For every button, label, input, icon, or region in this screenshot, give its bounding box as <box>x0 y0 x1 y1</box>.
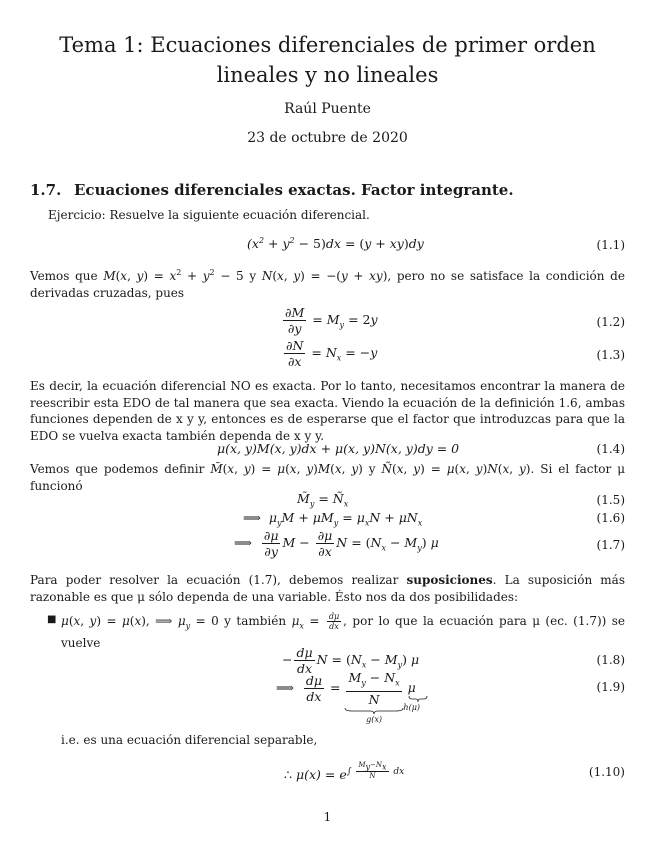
section-title: Ecuaciones diferenciales exactas. Factor integrante. <box>74 181 514 199</box>
equation-number: (1.2) <box>596 315 625 329</box>
text-span: Vemos que podemos definir <box>30 462 205 476</box>
equation-number: (1.9) <box>596 680 625 694</box>
section-number: 1.7. <box>30 181 62 199</box>
equation-1-4: μ(x, y)M(x, y)dx + μ(x, y)N(x, y)dy = 0 <box>217 441 460 456</box>
bullet-item-mu-of-x: μ(x, y) = μ(x), ⟹ $\mu_y = 0$ y también $\mu_x$ = $\frac{d\mu}{dx}$ , por lo que la ecuación para μ (ec. (1.7)) se vuelve <box>61 612 626 650</box>
equation-1-8: − $\frac{d\mu}{dx}$ $N = (N_x - M_y)$ μ <box>282 645 420 676</box>
equation-1-7: ⟹ $\frac{\partial\mu}{\partial y}$ M − $\frac{\partial\mu}{\partial x}$ $N = (N_x - M_y)$ μ <box>234 528 439 559</box>
equation-number: (1.8) <box>596 653 625 667</box>
paragraph-separable: i.e. es una ecuación diferencial separable, <box>61 733 318 747</box>
equation-1-6: ⟹ $\mu_yM + \mu M_y = \mu_xN + \mu N_x$ <box>243 510 423 528</box>
text-span: y <box>368 462 376 476</box>
equation-1-2: $\frac{\partial M}{\partial y}$ = $M_y = 2y$ <box>285 305 378 336</box>
text-span: Vemos que <box>30 269 98 283</box>
equation-number: (1.5) <box>596 493 625 507</box>
document-date: 23 de octubre de 2020 <box>247 130 408 146</box>
text-span: , por lo que la ecuación para μ (ec. (1.7)) se vuelve <box>61 614 626 650</box>
paragraph-define-tilde: Vemos que podemos definir M̃(x, y) = μ(x, y)M(x, y) y Ñ(x, y) = μ(x, y)N(x, y). Si el factor μ funcionó <box>30 462 626 493</box>
document-author: Raúl Puente <box>284 101 371 117</box>
bullet-marker: ■ <box>47 614 57 625</box>
equation-number: (1.7) <box>596 538 625 552</box>
section-heading <box>30 181 514 199</box>
paragraph-assumptions <box>30 572 625 605</box>
underbrace <box>344 707 404 715</box>
text-span: , pero no se satisface la condición de derivadas cruzadas, pues <box>30 269 625 300</box>
equation-number: (1.3) <box>596 348 625 362</box>
equation-number: (1.10) <box>588 765 625 779</box>
paragraph-not-exact: Es decir, la ecuación diferencial NO es exacta. Por lo tanto, necesitamos encontrar la manera de reescribir esta EDO de tal manera que sea exacta. Viendo la ecuación de la definición 1.6, ambas funciones dependen de x y y, entonces es de esperarse que el factor que introduzcas para que la EDO se vuelva exacta también dependa de x y y. <box>30 379 625 443</box>
text-span: y <box>249 269 257 283</box>
equation-1-10: ∴ $\mu(x) = e^{\int \frac{M_y-N_x}{N} dx}$ <box>284 761 405 782</box>
bold-term: suposiciones <box>406 573 493 587</box>
equation-1-3: $\frac{\partial N}{\partial x}$ = $N_x = -y$ <box>286 338 378 369</box>
page-number: 1 <box>323 810 332 824</box>
g-of-x-underbrace: $\frac{M_y - N_x}{N}$ g(x) <box>344 670 403 707</box>
text-span: y también <box>224 614 287 628</box>
equation-1-1: $(x^2 + y^2 - 5)dx = (y + xy)dy$ <box>247 236 424 252</box>
text-span: Para poder resolver la ecuación (1.7), debemos realizar <box>30 573 399 587</box>
exercise-text: Ejercicio: Resuelve la siguiente ecuación diferencial. <box>48 208 370 222</box>
paragraph-cross-derivatives: Vemos que M(x, $y) = x^2 + y^2 - 5$ y N(x, y) = −(y + xy), pero no se satisface la condición de derivadas cruzadas, pues <box>30 268 625 300</box>
equation-number: (1.4) <box>596 442 625 456</box>
text-span: . La suposición más razonable es que μ sólo dependa de una variable. Ésto nos da dos posibilidades: <box>30 573 625 604</box>
equation-number: (1.6) <box>596 511 625 525</box>
underbrace <box>408 695 428 703</box>
equation-1-5: $M̃_y$ = $Ñ_x$ <box>297 491 349 509</box>
h-of-mu-underbrace: μ h(μ) <box>408 680 416 695</box>
equation-1-9: ⟹ $\frac{d\mu}{dx}$ = $\frac{M_y - N_x}{N}$ g(x) μ h(μ) <box>276 670 416 707</box>
text-span: . Si el factor μ funcionó <box>30 462 626 493</box>
document-title: Tema 1: Ecuaciones diferenciales de primer orden lineales y no lineales <box>59 33 596 87</box>
equation-number: (1.1) <box>596 238 625 252</box>
